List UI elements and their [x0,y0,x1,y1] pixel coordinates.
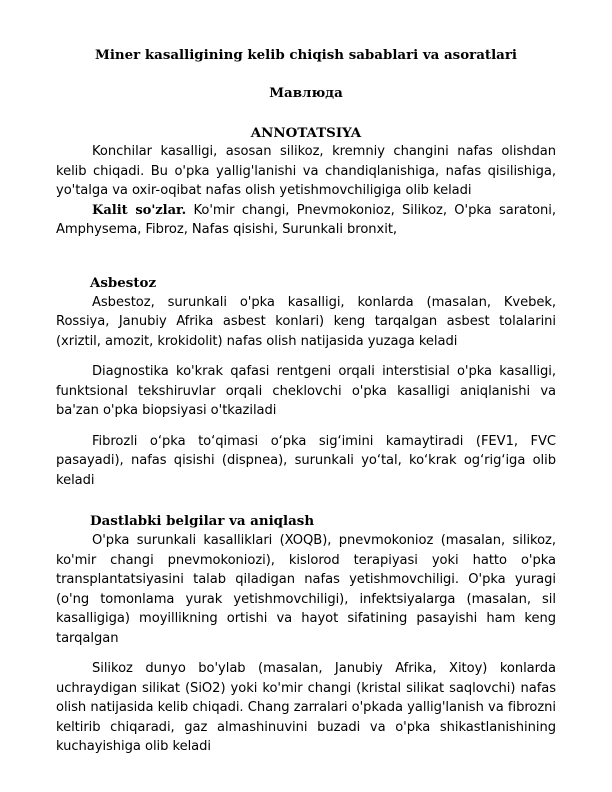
keywords-label: Kalit so'zlar. [92,202,187,218]
keywords-text: Ko'mir changi, Pnevmokonioz, Silikoz, O'pka saratoni, Amphysema, Fibroz, Nafas qisishi, Surunkali bronxit, [56,202,556,237]
annotation-paragraph: Konchilar kasalligi, asosan silikoz, kremniy changini nafas olishdan kelib chiqadi. Bu o'pka yallig'lanishi va chandiqlanishiga, nafas qisilishiga, yo'talga va oxir-oqibat nafas olish yetishmovchiligiga olib keladi [56,144,556,198]
early-signs-paragraph-1: O'pka surunkali kasalliklari (XOQB), pnevmokonioz (masalan, silikoz, ko'mir changi pnevmokoniozi), kislorod terapiyasi yoki hatto o'pka transplantatsiyasini talab qiladigan nafas yetishmovchiligi. O'pka yuragi (o'ng tomonlama yurak yetishmovchiligi), infektsiyalarga (masalan, sil kasalligiga) moyillikning ortishi va hayot sifatining pasayishi ham keng tarqalgan [56,533,556,646]
document-title: Miner kasalligining kelib chiqish sabablari va asoratlari [95,47,517,63]
asbestoz-paragraph-3: Fibrozli o‘pka to‘qimasi o‘pka sig‘imini kamaytiradi (FEV1, FVC pasayadi), nafas qisishi (dispnea), surunkali yo‘tal, ko‘krak og‘rig‘iga olib keladi [56,433,556,488]
asbestoz-paragraph-1: Asbestoz, surunkali o'pka kasalligi, konlarda (masalan, Kvebek, Rossiya, Janubiy Afrika asbest konlari) keng tarqalgan asbest tolalarini (xriztil, amozit, krokidolit) nafas olish natijasida yuzaga keladi [56,294,556,349]
annotation-heading: ANNOTATSIYA [250,125,362,141]
spacer [56,240,556,274]
early-signs-paragraph-2: Silikoz dunyo bo'ylab (masalan, Janubiy Afrika, Xitoy) konlarda uchraydigan silikat (SiO2) yoki ko'mir changi (kristal silikat saqlovchi) nafas olish natijasida kelib chiqadi. Chang zarralari o'pkada yallig'lanish va fibrozni keltirib chiqaradi, gaz almashinuvini buzadi va o'pka shikastlanishining kuchayishiga olib keladi [56,661,556,754]
section-heading-early-signs: Dastlabki belgilar va aniqlash [90,513,315,529]
spacer [56,490,556,512]
author-name: Мавлюда [269,85,343,101]
asbestoz-paragraph-2: Diagnostika ko'krak qafasi rentgeni orqali interstisial o'pka kasalligi, funktsional tekshiruvlar orqali cheklovchi o'pka kasalligi aniqlanishi va ba'zan o'pka biopsiyasi o'tkaziladi [56,364,556,418]
section-heading-asbestoz: Asbestoz [90,274,157,291]
keywords-paragraph [56,201,556,240]
